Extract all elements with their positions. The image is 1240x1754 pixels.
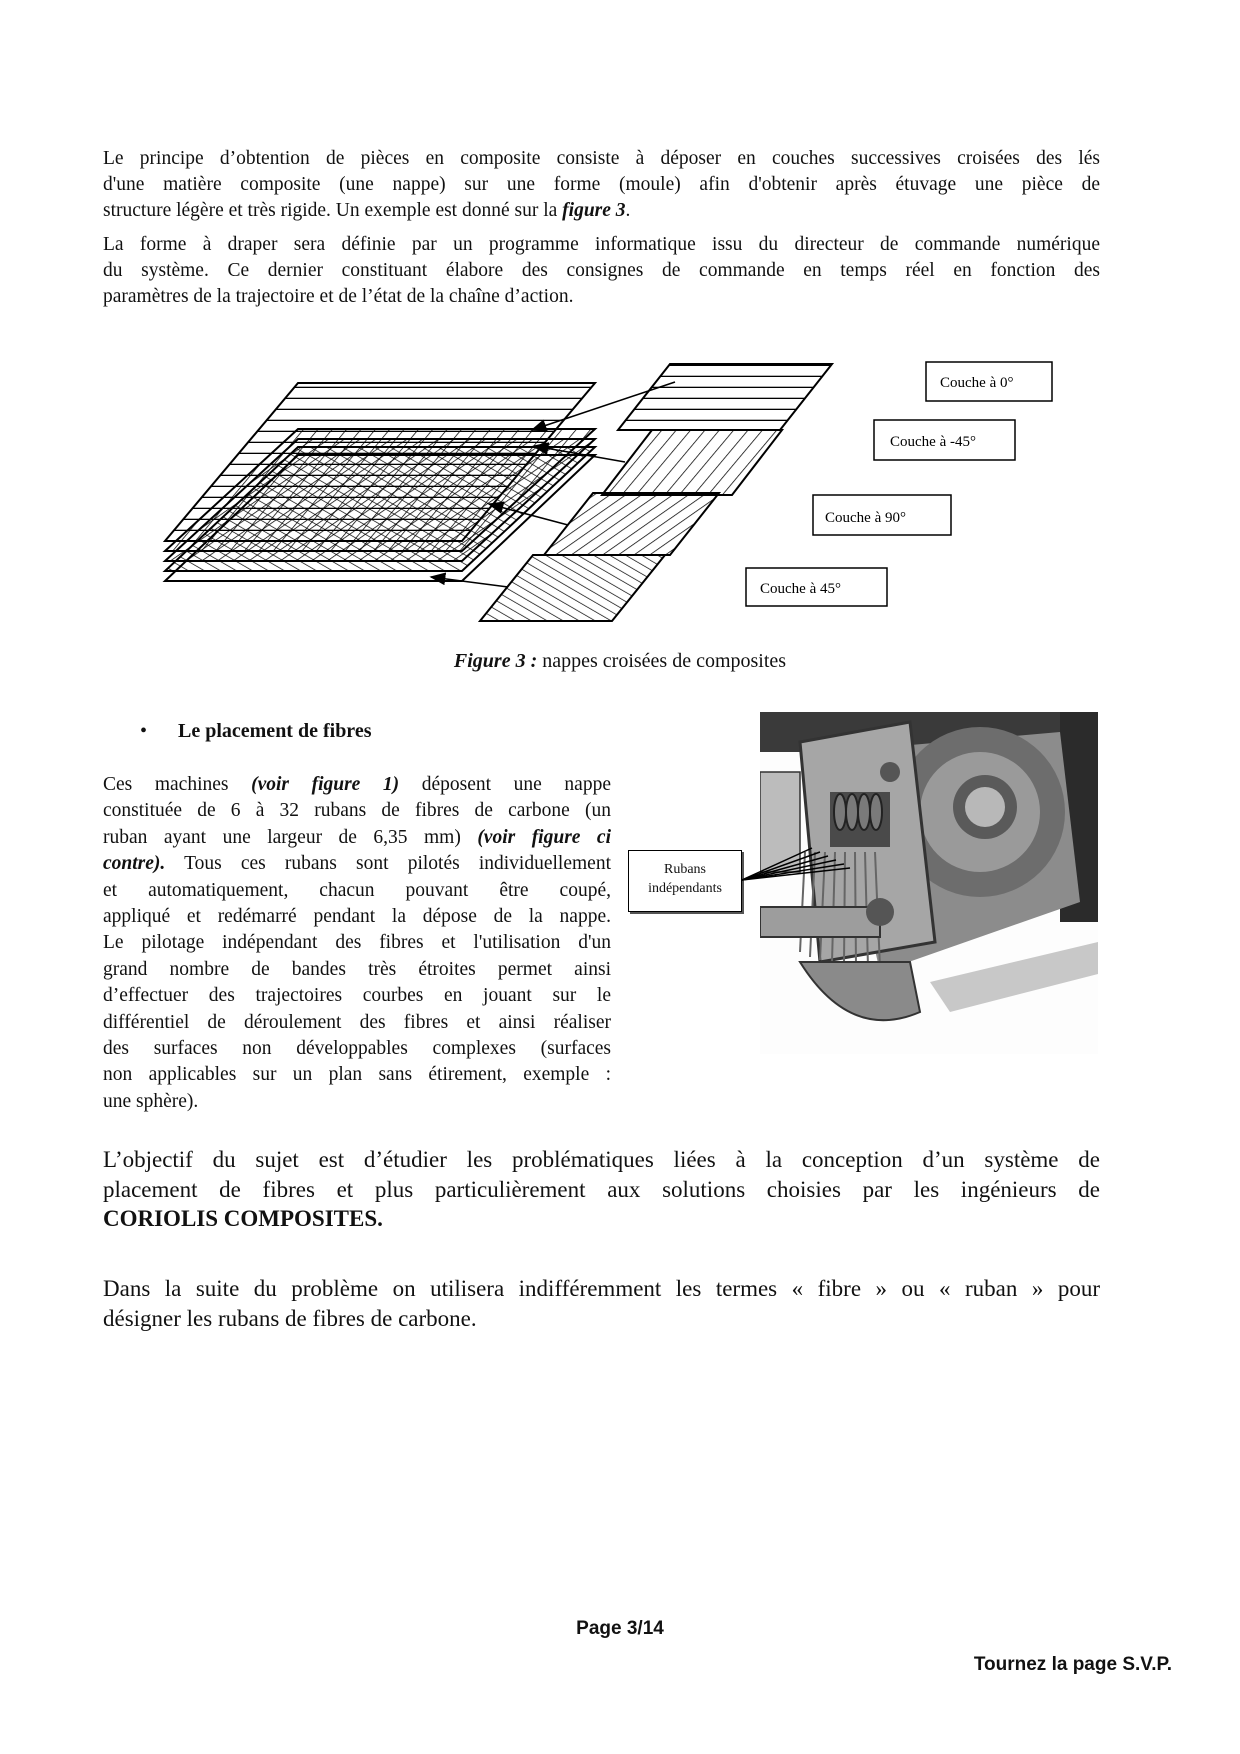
text-line: différentiel de déroulement des fibres et ainsi réaliser [103,1011,611,1033]
label-couche-0: Couche à 0° [940,375,1014,391]
text-line: Dans la suite du problème on utilisera indifféremment les termes « fibre » ou « ruban » pour [103,1276,1100,1301]
objective-paragraph [103,1145,1100,1234]
turn-page-note: Tournez la page S.V.P. [973,1654,1172,1675]
layer-0deg [618,364,832,430]
label-couche-90: Couche à 90° [825,510,906,526]
text-line [103,772,611,798]
figure-reference: (voir figure 1) [251,774,400,795]
company-name: CORIOLIS COMPOSITES. [103,1206,383,1231]
text-line: désigner les rubans de fibres de carbone. [103,1305,477,1331]
text-line [103,198,1100,224]
text-line [103,851,611,877]
text-fragment: Ces machines [103,774,252,795]
text-line: et automatiquement, chacun pouvant être coupé, [103,879,611,901]
caption-text: nappes croisées de composites [537,650,787,672]
rubans-pointer-arrows [742,840,852,900]
page-number: Page 3/14 [576,1618,664,1639]
label-couche-minus45: Couche à -45° [890,434,976,450]
figure-reference: contre). [103,853,166,875]
text-fragment: structure légère et très rigide. Un exemple est donné sur la [103,200,563,221]
text-line: Le principe d’obtention de pièces en composite consiste à déposer en couches successives croisées des lés [103,148,1100,169]
caption-label: Figure 3 : [453,650,538,672]
text-fragment: . [625,200,631,221]
text-line: Le pilotage indépendant des fibres et l'utilisation d'un [103,932,611,954]
text-line: constituée de 6 à 32 rubans de fibres de carbone (un [103,800,611,822]
figure-3-caption [0,650,1240,673]
fiber-placement-paragraph [103,772,611,1115]
bullet-icon: • [140,720,148,742]
text-line: d’effectuer des trajectoires courbes en jouant sur le [103,985,611,1007]
text-line: La forme à draper sera définie par un programme informatique issu du directeur de commande numérique [103,234,1100,255]
text-line: placement de fibres et plus particulièrement aux solutions choisies par les ingénieurs de [103,1176,1100,1202]
intro-paragraph-2 [103,232,1100,310]
text-line: non applicables sur un plan sans étirement, exemple : [103,1064,611,1086]
text-line: L’objectif du sujet est d’étudier les problématiques liées à la conception d’un système de [103,1147,1100,1172]
label-line: indépendants [648,881,722,896]
text-fragment: déposent une nappe [399,774,611,795]
figure-3-diagram [150,355,1080,645]
intro-paragraph-1 [103,146,1100,224]
terminology-paragraph [103,1274,1100,1333]
text-fragment: Tous ces rubans sont pilotés individuellement [165,853,611,875]
figure-reference: figure 3 [562,200,626,221]
text-line: grand nombre de bandes très étroites permet ainsi [103,958,611,980]
label-couche-45: Couche à 45° [760,581,841,597]
text-line: appliqué et redémarré pendant la dépose de la nappe. [103,906,611,928]
text-line: une sphère). [103,1090,199,1112]
layer-minus45deg [602,430,782,495]
text-fragment: ruban ayant une largeur de 6,35 mm) [103,826,478,848]
text-line: paramètres de la trajectoire et de l’état de la chaîne d’action. [103,286,574,307]
section-heading-text: Le placement de fibres [178,720,372,742]
rubans-label-box [628,850,742,912]
text-line: des surfaces non développables complexes (surfaces [103,1038,611,1060]
layer-stack [165,383,595,581]
label-line: Rubans [664,862,706,877]
layer-90deg [544,493,719,555]
section-heading [140,720,372,743]
text-line: du système. Ce dernier constituant élabore des consignes de commande en temps réel en fonction des [103,260,1100,281]
text-line: d'une matière composite (une nappe) sur une forme (moule) afin d'obtenir après étuvage une pièce de [103,174,1100,195]
text-line [103,825,611,851]
figure-reference: (voir figure ci [477,826,611,848]
layer-45deg [480,555,665,621]
